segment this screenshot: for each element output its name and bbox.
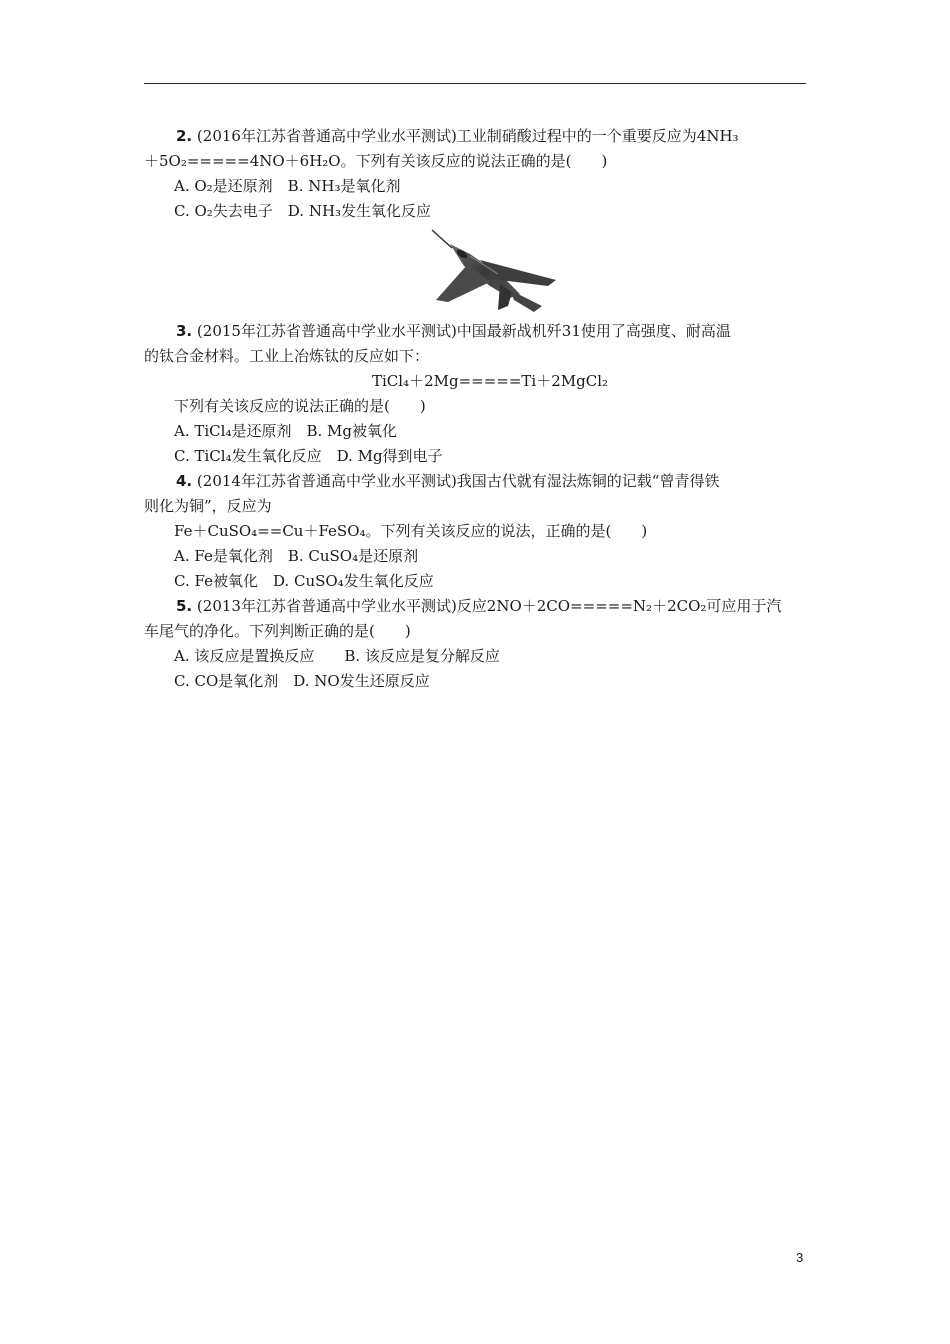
question-number: 2. xyxy=(176,127,193,145)
page-number: 3 xyxy=(796,1250,804,1265)
options-line: A. 该反应是置换反应 B. 该反应是复分解反应 xyxy=(174,647,500,665)
options-line: A. O₂是还原剂 B. NH₃是氧化剂 xyxy=(174,177,401,195)
question-number: 5. xyxy=(176,597,193,615)
question-stem: (2013年江苏省普通高中学业水平测试)反应2NO＋2CO=====N₂＋2CO₂可应用于汽 xyxy=(196,597,782,615)
question-number: 4. xyxy=(176,472,193,490)
fighter-jet-image xyxy=(430,228,560,313)
options-line: A. Fe是氧化剂 B. CuSO₄是还原剂 xyxy=(174,547,419,565)
question-stem-cont: 车尾气的净化。下列判断正确的是( ) xyxy=(144,622,411,640)
question-2 xyxy=(144,124,806,224)
question-stem: (2015年江苏省普通高中学业水平测试)中国最新战机歼31使用了高强度、耐高温 xyxy=(196,322,731,340)
question-3 xyxy=(144,319,806,469)
question-prompt: 下列有关该反应的说法正确的是( ) xyxy=(174,397,426,415)
options-line: C. Fe被氧化 D. CuSO₄发生氧化反应 xyxy=(174,572,434,590)
question-stem: (2016年江苏省普通高中学业水平测试)工业制硝酸过程中的一个重要反应为4NH₃ xyxy=(196,127,739,145)
question-stem-cont: Fe＋CuSO₄==Cu＋FeSO₄。下列有关该反应的说法，正确的是( ) xyxy=(174,522,648,540)
question-stem: (2014年江苏省普通高中学业水平测试)我国古代就有湿法炼铜的记载“曾青得铁 xyxy=(196,472,720,490)
options-line: C. O₂失去电子 D. NH₃发生氧化反应 xyxy=(174,202,432,220)
header-rule xyxy=(144,83,806,84)
options-line: C. CO是氧化剂 D. NO发生还原反应 xyxy=(174,672,430,690)
question-stem-cont: ＋5O₂=====4NO＋6H₂O。下列有关该反应的说法正确的是( ) xyxy=(144,152,608,170)
question-4 xyxy=(144,469,806,594)
question-5 xyxy=(144,594,806,694)
options-line: C. TiCl₄发生氧化反应 D. Mg得到电子 xyxy=(174,447,443,465)
reaction-equation: TiCl₄＋2Mg=====Ti＋2MgCl₂ xyxy=(371,372,609,390)
question-content xyxy=(144,124,806,694)
fighter-jet-figure xyxy=(144,228,806,313)
question-number: 3. xyxy=(176,322,193,340)
question-stem-cont: 则化为铜”，反应为 xyxy=(144,497,272,515)
options-line: A. TiCl₄是还原剂 B. Mg被氧化 xyxy=(174,422,397,440)
question-stem-cont: 的钛合金材料。工业上冶炼钛的反应如下： xyxy=(144,347,430,365)
